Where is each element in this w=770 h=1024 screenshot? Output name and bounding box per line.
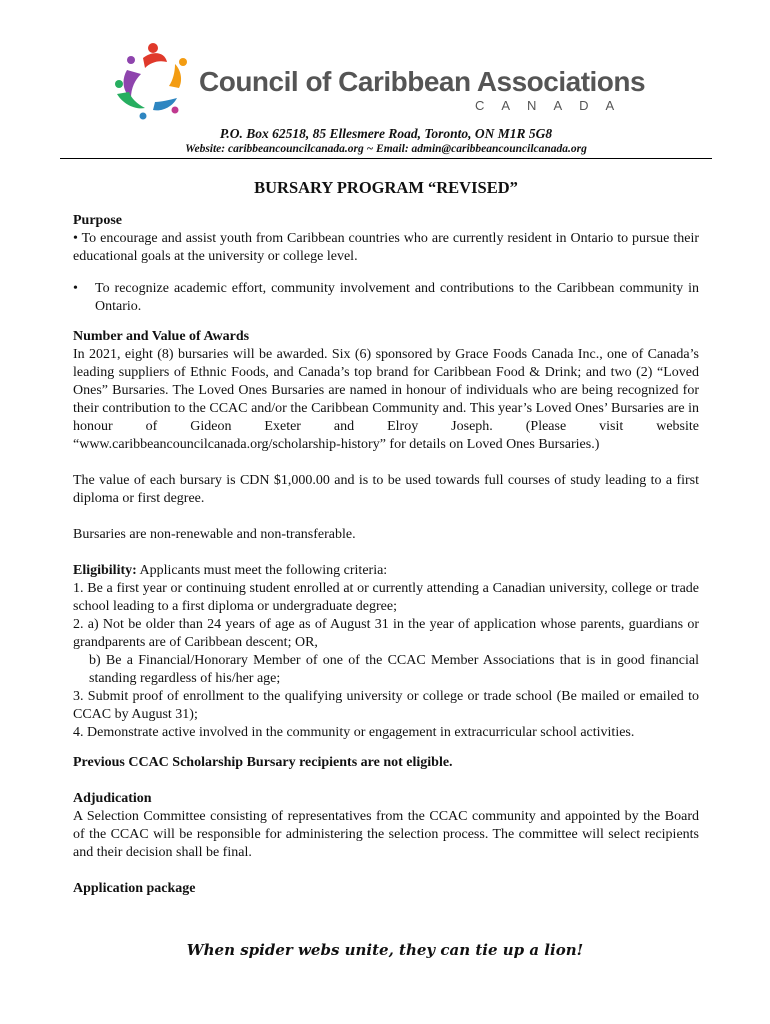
organization-country: CANADA: [475, 98, 632, 113]
awards-heading: Number and Value of Awards: [73, 329, 250, 344]
contact-info: Website: caribbeancouncilcanada.org ~ Email: admin@caribbeancouncilcanada.org: [185, 143, 587, 155]
footer-motto: When spider webs unite, they can tie up a lion!: [186, 941, 584, 959]
document-page: [73, 0, 699, 896]
page-title: BURSARY PROGRAM “REVISED”: [254, 178, 518, 197]
awards-paragraph-2: The value of each bursary is CDN $1,000.00 and is to be used towards full courses of study leading to a first diploma or first degree.: [73, 473, 699, 506]
eligibility-note: Previous CCAC Scholarship Bursary recipients are not eligible.: [73, 755, 453, 770]
eligibility-criterion-2b: b) Be a Financial/Honorary Member of one of the CCAC Member Associations that is in good financial standing regardless of his/her age;: [89, 653, 699, 686]
purpose-bullet-2: [73, 280, 699, 316]
organization-name: Council of Caribbean Associations: [199, 66, 646, 97]
bullet-icon: •: [73, 281, 78, 296]
eligibility-intro-text: Applicants must meet the following criteria:: [136, 563, 388, 578]
application-heading: Application package: [73, 881, 196, 896]
document-body: [73, 212, 699, 898]
eligibility-intro: [73, 562, 699, 580]
letterhead: [73, 0, 699, 155]
adjudication-paragraph: A Selection Committee consisting of representatives from the CCAC community and appointed by the Board of the CCAC will be responsible for administering the selection process. The committee will select recipients and their decision shall be final.: [73, 809, 699, 860]
awards-paragraph-1: In 2021, eight (8) bursaries will be awarded. Six (6) sponsored by Grace Foods Canada Inc., one of Canada’s leading suppliers of Ethnic Foods, and Canada’s top brand for Caribbean Food & Drink; and two (2) “Loved Ones” Bursaries. The Loved Ones Bursaries are named in honour of individuals who are being recognized for their contribution to the CCAC and/or the Caribbean Community and. This year’s Loved Ones’ Bursaries are in honour of Gideon Exeter and Elroy Joseph. (Please visit website “www.caribbeancouncilcanada.org/scholarship-history” for details on Loved Ones Bursaries.): [73, 347, 699, 452]
purpose-bullet-2-text: To recognize academic effort, community involvement and contributions to the Caribbean community in Ontario.: [95, 281, 699, 314]
mailing-address: P.O. Box 62518, 85 Ellesmere Road, Toronto, ON M1R 5G8: [219, 126, 553, 141]
eligibility-criterion-1: 1. Be a first year or continuing student enrolled at or currently attending a Canadian university, college or trade school leading to a first diploma or undergraduate degree;: [73, 581, 699, 614]
eligibility-heading: Eligibility:: [73, 563, 137, 578]
ccac-logo-icon: [113, 40, 203, 120]
purpose-bullet-1: • To encourage and assist youth from Caribbean countries who are currently resident in Ontario to pursue their educational goals at the university or college level.: [73, 231, 699, 264]
adjudication-heading: Adjudication: [73, 791, 152, 806]
awards-paragraph-3: Bursaries are non-renewable and non-transferable.: [73, 527, 356, 542]
eligibility-criterion-4: 4. Demonstrate active involved in the community or engagement in extracurricular school activities.: [73, 725, 635, 740]
purpose-heading: Purpose: [73, 213, 122, 228]
eligibility-criterion-2a: 2. a) Not be older than 24 years of age as of August 31 in the year of application whose parents, guardians or grandparents are of Caribbean descent; OR,: [73, 617, 699, 650]
eligibility-criterion-3: 3. Submit proof of enrollment to the qualifying university or college or trade school (Be mailed or emailed to CCAC by August 31);: [73, 689, 699, 722]
header-divider: [60, 158, 712, 159]
